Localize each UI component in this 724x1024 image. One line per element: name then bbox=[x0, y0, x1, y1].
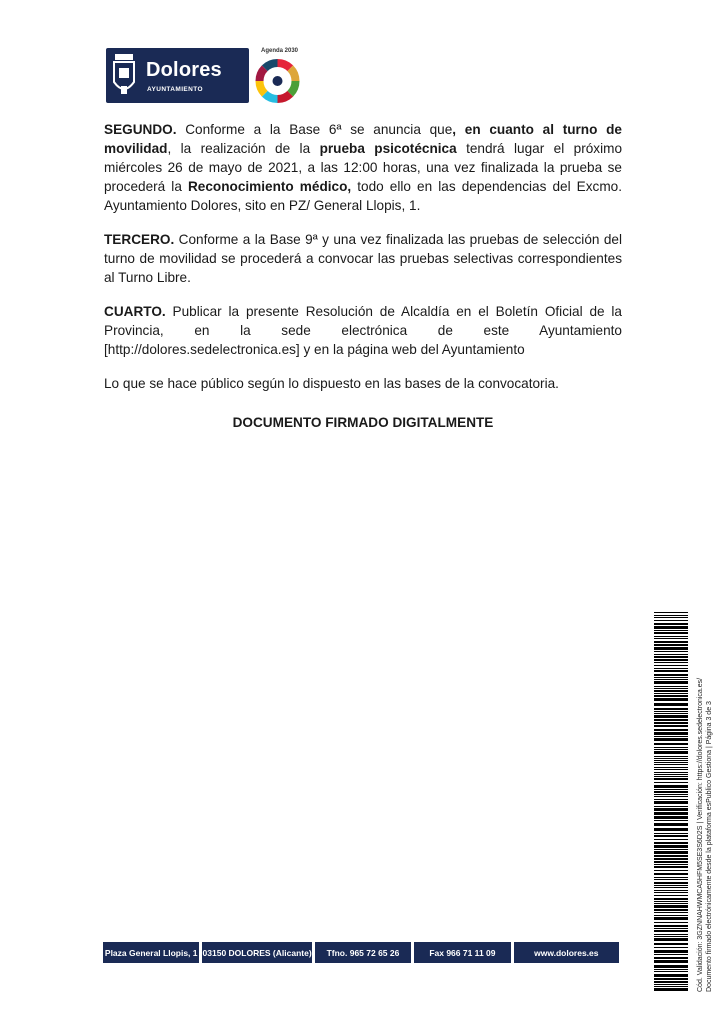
segundo-text-1: Conforme a la Base 6ª se anuncia que bbox=[176, 122, 453, 137]
footer-address: Plaza General Llopis, 1 bbox=[103, 942, 199, 963]
segundo-heading: SEGUNDO. bbox=[104, 122, 177, 137]
segundo-bold-3: Reconocimiento médico, bbox=[187, 179, 352, 194]
tercero-heading: TERCERO. bbox=[104, 232, 175, 247]
verification-text bbox=[696, 612, 714, 992]
footer-fax: Fax 966 71 11 09 bbox=[414, 942, 510, 963]
footer-postal: 03150 DOLORES (Alicante) bbox=[202, 942, 311, 963]
document-body bbox=[104, 120, 622, 432]
signed-notice: DOCUMENTO FIRMADO DIGITALMENTE bbox=[232, 415, 494, 430]
logo-name: Dolores bbox=[146, 59, 222, 81]
logo-subtitle: AYUNTAMIENTO bbox=[147, 86, 203, 93]
ayuntamiento-logo bbox=[106, 48, 249, 103]
footer-bar bbox=[103, 942, 619, 963]
agenda-label: Agenda 2030 bbox=[261, 48, 299, 54]
paragraph-cuarto bbox=[104, 302, 622, 359]
crest-icon bbox=[111, 52, 137, 99]
verification-line-1: Cód. Validación: 3GZNNAHWMCA5HFM5SE3S6D2S | Verificación: https://dolores.sedelectronica.es/ bbox=[697, 677, 704, 992]
segundo-bold-2: prueba psicotécnica bbox=[319, 141, 457, 156]
segundo-text-4: todo ello en las dependencias del Excmo. Ayuntamiento Dolores, sito en PZ/ General Llopis, 1. bbox=[104, 179, 622, 213]
cuarto-text: Publicar la presente Resolución de Alcaldía en el Boletín Oficial de la Provincia, en la sede electrónica de este Ayuntamiento [http://dolores.sedelectronica.es] y en la página web del Ayuntamiento bbox=[104, 304, 622, 357]
segundo-text-3: tendrá lugar el próximo miércoles 26 de mayo de 2021, a las 12:00 horas, una vez finalizada la prueba se procederá la bbox=[104, 141, 623, 194]
paragraph-closing: Lo que se hace público según lo dispuesto en las bases de la convocatoria. bbox=[104, 376, 559, 391]
paragraph-segundo bbox=[104, 120, 622, 215]
footer-web: www.dolores.es bbox=[514, 942, 619, 963]
paragraph-tercero bbox=[104, 230, 622, 287]
verification-line-2: Documento firmado electrónicamente desde la plataforma esPublico Gestiona | Página 3 de 3 bbox=[706, 701, 713, 992]
agenda-2030-logo bbox=[250, 48, 305, 106]
sdg-wheel-icon bbox=[250, 56, 305, 106]
tercero-text: Conforme a la Base 9ª y una vez finalizada las pruebas de selección del turno de movilidad se procederá a convocar las pruebas selectivas correspondientes al Turno Libre. bbox=[104, 232, 622, 285]
barcode-icon bbox=[654, 612, 688, 992]
segundo-text-2: , la realización de la bbox=[167, 141, 320, 156]
footer-phone: Tfno. 965 72 65 26 bbox=[315, 942, 411, 963]
segundo-bold-1: , en cuanto al turno de movilidad bbox=[104, 122, 622, 156]
cuarto-heading: CUARTO. bbox=[104, 304, 166, 319]
